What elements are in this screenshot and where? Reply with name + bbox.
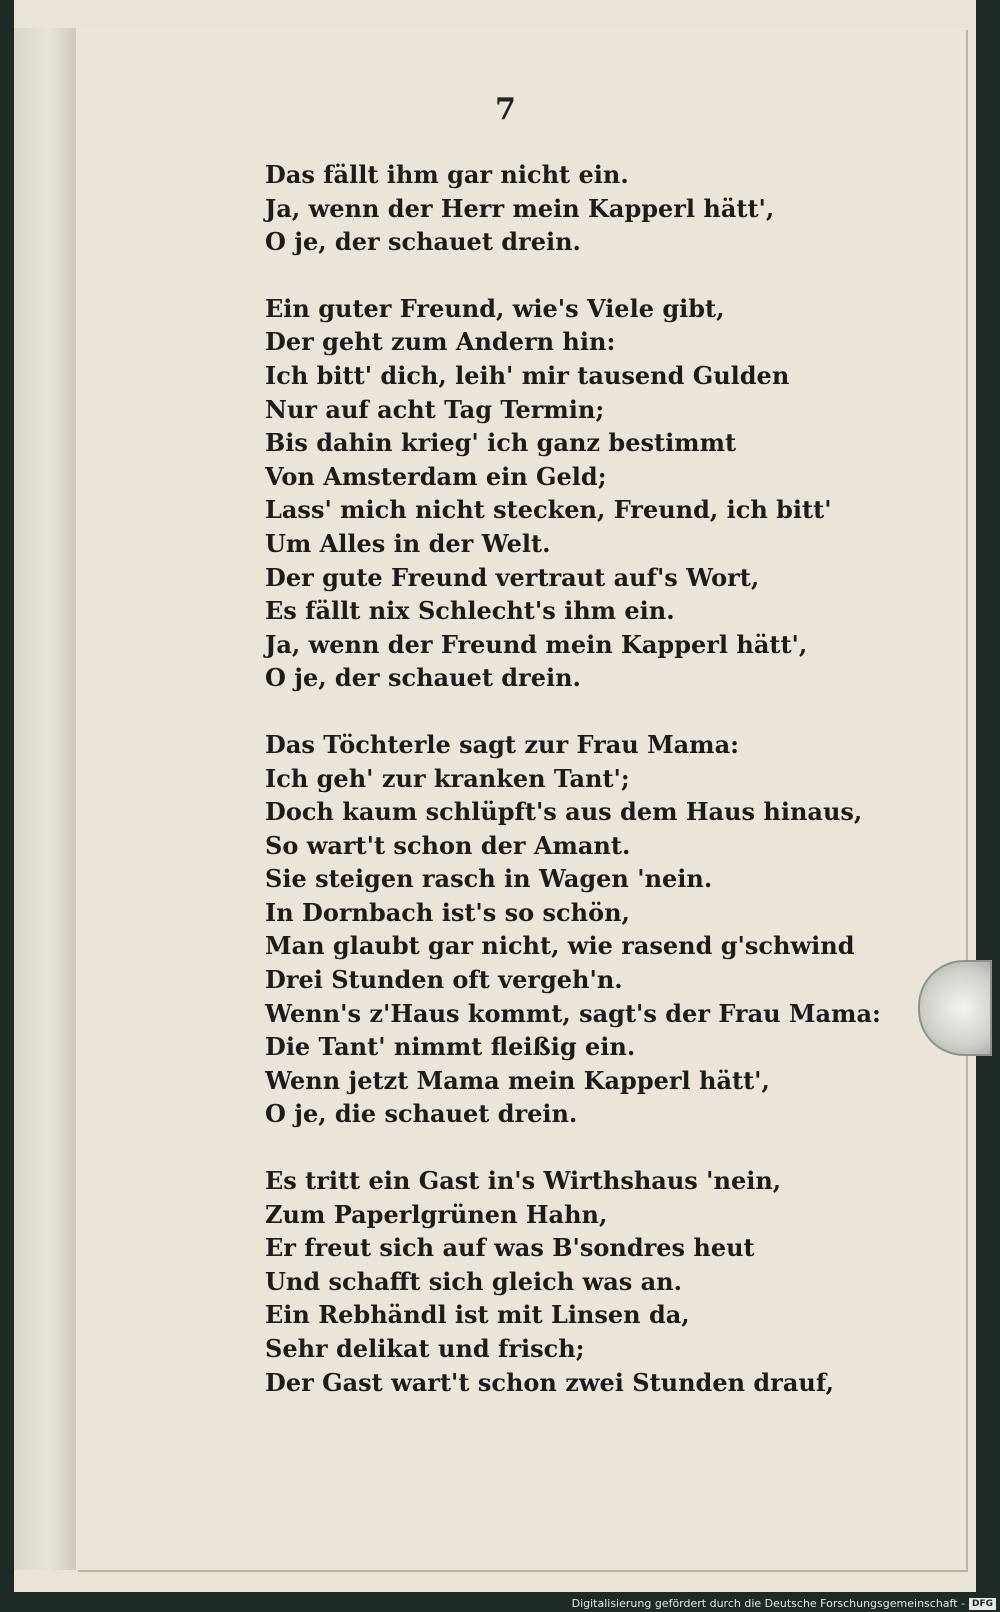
poem-line: Drei Stunden oft vergeh'n. [265, 965, 623, 995]
poem-line: Ein Rebhändl ist mit Linsen da, [265, 1300, 690, 1330]
poem-line: Lass' mich nicht stecken, Freund, ich bitt' [265, 495, 832, 525]
poem-line: Wenn's z'Haus kommt, sagt's der Frau Mama: [265, 998, 881, 1028]
poem-line: Der gute Freund vertraut auf's Wort, [265, 562, 760, 592]
poem-line: Um Alles in der Welt. [265, 528, 551, 558]
poem-line: So wart't schon der Amant. [265, 830, 631, 860]
poem-line: O je, der schauet drein. [265, 227, 581, 257]
poem-line: Das fällt ihm gar nicht ein. [265, 160, 629, 189]
dfg-logo: DFG [969, 1598, 996, 1610]
stanza [265, 728, 881, 1131]
credit-text: Digitalisierung gefördert durch die Deutsche Forschungsgemeinschaft - [571, 1597, 965, 1610]
poem-line: Ein guter Freund, wie's Viele gibt, [265, 293, 725, 323]
poem-line: Er freut sich auf was B'sondres heut [265, 1233, 755, 1263]
poem-line: Sehr delikat und frisch; [265, 1334, 585, 1363]
poem-line: In Dornbach ist's so schön, [265, 897, 630, 927]
poem-line: Die Tant' nimmt fleißig ein. [265, 1032, 636, 1062]
page-number: 7 [495, 92, 516, 127]
book-binding-edge [14, 28, 77, 1570]
poem-line: Das Töchterle sagt zur Frau Mama: [265, 729, 739, 759]
poem-line: Ja, wenn der Freund mein Kapperl hätt', [265, 629, 808, 659]
poem-line: Sie steigen rasch in Wagen 'nein. [265, 864, 713, 894]
stanza [265, 292, 865, 695]
poem-line: O je, der schauet drein. [265, 663, 581, 693]
poem-line: Wenn jetzt Mama mein Kapperl hätt', [265, 1065, 770, 1095]
digitization-credit [572, 1597, 996, 1610]
poem-line: Der Gast wart't schon zwei Stunden drauf, [265, 1367, 834, 1397]
poem-line: Der geht zum Andern hin: [265, 327, 616, 357]
poem-line: Ja, wenn der Herr mein Kapperl hätt', [265, 193, 775, 223]
stanza [265, 158, 865, 259]
poem-line: Man glaubt gar nicht, wie rasend g'schwind [265, 931, 855, 961]
stanza [265, 1164, 865, 1399]
poem-line: Ich geh' zur kranken Tant'; [265, 763, 630, 793]
poem-line: Bis dahin krieg' ich ganz bestimmt [265, 428, 737, 458]
poem-text [265, 158, 881, 1432]
poem-line: O je, die schauet drein. [265, 1099, 578, 1129]
poem-line: Und schafft sich gleich was an. [265, 1266, 682, 1296]
poem-line: Es tritt ein Gast in's Wirthshaus 'nein, [265, 1166, 782, 1196]
poem-line: Doch kaum schlüpft's aus dem Haus hinaus, [265, 797, 863, 827]
poem-line: Ich bitt' dich, leih' mir tausend Gulden [265, 360, 790, 390]
poem-line: Es fällt nix Schlecht's ihm ein. [265, 596, 675, 626]
poem-line: Nur auf acht Tag Termin; [265, 394, 605, 424]
poem-line: Von Amsterdam ein Geld; [265, 461, 607, 491]
poem-line: Zum Paperlgrünen Hahn, [265, 1199, 608, 1229]
